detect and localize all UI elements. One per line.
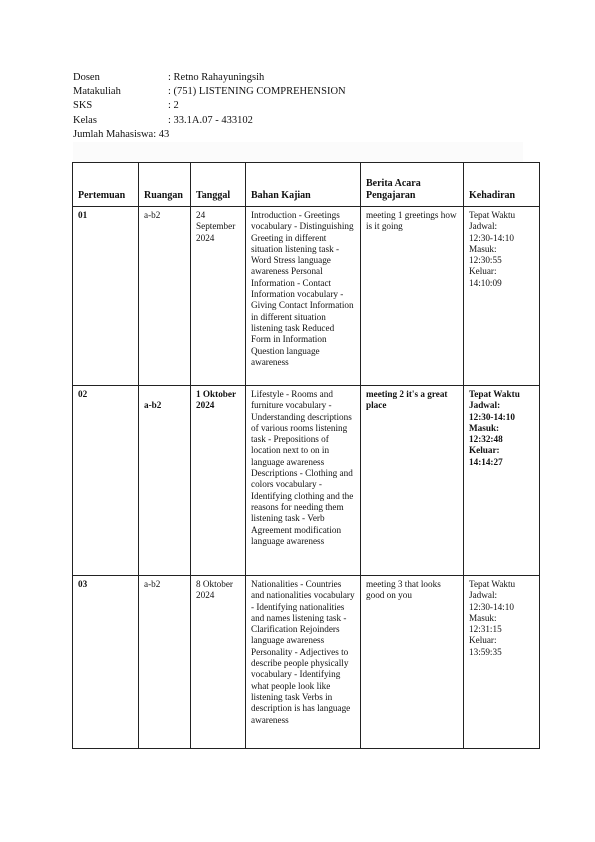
- cell-pertemuan: 01: [73, 207, 139, 386]
- table-row: [73, 576, 540, 749]
- cell-ruangan: a-b2: [139, 576, 191, 749]
- info-row-jumlah-mahasiswa: [73, 128, 346, 142]
- cell-berita-acara: meeting 2 it's a great place: [361, 386, 464, 576]
- kehadiran-masuk-label: Masuk:: [469, 422, 500, 433]
- kehadiran-keluar: 13:59:35: [469, 646, 502, 657]
- table-row: [73, 207, 540, 386]
- header-tanggal: Tanggal: [191, 163, 246, 207]
- kehadiran-status: Tepat Waktu: [469, 210, 516, 220]
- cell-kehadiran: [464, 576, 540, 749]
- kehadiran-keluar-label: Keluar:: [469, 635, 497, 646]
- kehadiran-status: Tepat Waktu: [469, 389, 520, 399]
- info-label: Dosen: [73, 72, 100, 83]
- cell-tanggal: 1 Oktober 2024: [191, 386, 246, 576]
- cell-ruangan: a-b2: [139, 386, 191, 576]
- info-value: : 33.1A.07 - 433102: [168, 114, 253, 126]
- table-header-row: [73, 163, 540, 207]
- info-row-sks: [73, 99, 346, 113]
- cell-bahan-kajian: Lifestyle - Rooms and furniture vocabulary - Understanding descriptions of various rooms listening task - Prepositions of location next to on in language awareness Descriptions - Clothing and colors vocabulary - Identifying clothing and the reasons for needing them listening task - Verb Agreement modification language awareness: [246, 386, 361, 576]
- cell-berita-acara: meeting 3 that looks good on you: [361, 576, 464, 749]
- course-info: [73, 71, 346, 142]
- kehadiran-masuk: 12:31:15: [469, 624, 502, 635]
- kehadiran-jadwal: 12:30-14:10: [469, 411, 515, 422]
- cell-pertemuan: 03: [73, 576, 139, 749]
- kehadiran-keluar: 14:10:09: [469, 277, 502, 288]
- info-row-kelas: [73, 114, 346, 128]
- kehadiran-status: Tepat Waktu: [469, 579, 516, 589]
- cell-tanggal: 24 September 2024: [191, 207, 246, 386]
- cell-bahan-kajian: Introduction - Greetings vocabulary - Distinguishing Greeting in different situation listening task - Word Stress language awareness Personal Information - Contact Information vocabulary - Giving Contact Information in different situation listening task Reduced Form in Information Question language awareness: [246, 207, 361, 386]
- info-value: : 43: [153, 128, 170, 140]
- kehadiran-jadwal: 12:30-14:10: [469, 232, 514, 243]
- kehadiran-masuk-label: Masuk:: [469, 612, 497, 623]
- info-value: : (751) LISTENING COMPREHENSION: [168, 86, 346, 98]
- kehadiran-keluar-label: Keluar:: [469, 445, 500, 456]
- header-ruangan: Ruangan: [139, 163, 191, 207]
- header-berita-acara: Berita Acara Pengajaran: [361, 163, 464, 207]
- info-label: SKS: [73, 100, 93, 112]
- table-row: [73, 386, 540, 576]
- header-band: [73, 142, 523, 162]
- schedule-table: [72, 162, 540, 749]
- cell-kehadiran: [464, 386, 540, 576]
- kehadiran-masuk: 12:30:55: [469, 255, 502, 266]
- kehadiran-jadwal-label: Jadwal:: [469, 221, 498, 232]
- kehadiran-keluar-label: Keluar:: [469, 266, 497, 277]
- cell-ruangan: a-b2: [139, 207, 191, 386]
- info-label: Kelas: [73, 114, 97, 126]
- cell-berita-acara: meeting 1 greetings how is it going: [361, 207, 464, 386]
- kehadiran-masuk-label: Masuk:: [469, 243, 497, 254]
- header-pertemuan: Pertemuan: [73, 163, 139, 207]
- kehadiran-jadwal-label: Jadwal:: [469, 400, 501, 411]
- kehadiran-jadwal-label: Jadwal:: [469, 590, 498, 601]
- kehadiran-jadwal: 12:30-14:10: [469, 601, 514, 612]
- info-row-matakuliah: [73, 85, 346, 99]
- info-value: : 2: [168, 100, 179, 112]
- info-label: Matakuliah: [73, 86, 121, 98]
- cell-bahan-kajian: Nationalities - Countries and nationalities vocabulary - Identifying nationalities and names listening task - Clarification Rejoinders language awareness Personality - Adjectives to describe people physically vocabulary - Identifying what people look like listening task Verbs in description is has language awareness: [246, 576, 361, 749]
- header-kehadiran: Kehadiran: [464, 163, 540, 207]
- info-label: Jumlah Mahasiswa: [73, 128, 154, 140]
- cell-kehadiran: [464, 207, 540, 386]
- kehadiran-keluar: 14:14:27: [469, 456, 503, 467]
- cell-pertemuan: 02: [73, 386, 139, 576]
- info-row-dosen: [73, 71, 346, 85]
- info-value: : Retno Rahayuningsih: [168, 72, 265, 83]
- header-bahan-kajian: Bahan Kajian: [246, 163, 361, 207]
- kehadiran-masuk: 12:32:48: [469, 434, 503, 445]
- cell-tanggal: 8 Oktober 2024: [191, 576, 246, 749]
